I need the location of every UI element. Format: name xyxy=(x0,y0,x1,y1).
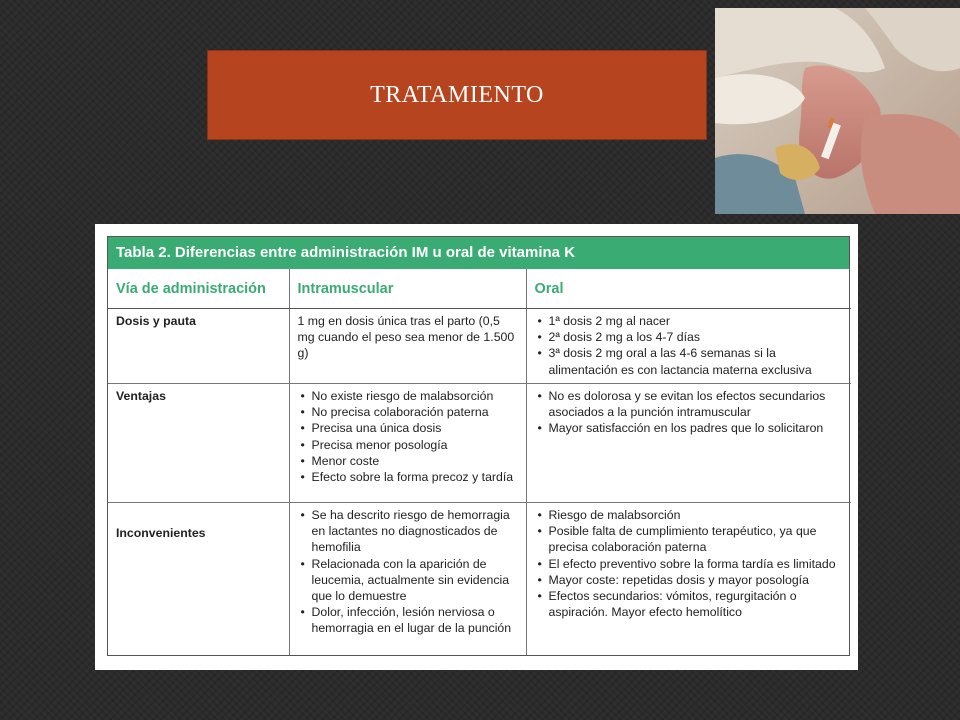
list-item: • Efecto sobre la forma precoz y tardía xyxy=(312,469,520,485)
comparison-table-card xyxy=(95,224,858,670)
cell-oral xyxy=(526,309,851,384)
row-label: Dosis y pauta xyxy=(108,309,289,384)
table-row-inconvenientes xyxy=(108,503,851,655)
list-item: • Precisa menor posología xyxy=(312,437,520,453)
list-item: • No existe riesgo de malabsorción xyxy=(312,388,520,404)
list-item: • 3ª dosis 2 mg oral a las 4-6 semanas si la alimentación es con lactancia materna exclusiva xyxy=(549,345,846,377)
comparison-table xyxy=(107,236,850,656)
list-item: • Menor coste xyxy=(312,453,520,469)
header-oral: Oral xyxy=(526,269,851,309)
table-row-ventajas xyxy=(108,384,851,503)
cell-im xyxy=(289,384,526,503)
table-title: Tabla 2. Diferencias entre administración IM u oral de vitamina K xyxy=(108,237,849,269)
list-item: • No precisa colaboración paterna xyxy=(312,404,520,420)
row-label: Inconvenientes xyxy=(116,526,206,540)
list-item: • 1ª dosis 2 mg al nacer xyxy=(549,313,846,329)
table-header-row xyxy=(108,269,851,309)
list-item: • Mayor satisfacción en los padres que lo solicitaron xyxy=(549,420,846,436)
list-item: • 2ª dosis 2 mg a los 4-7 días xyxy=(549,329,846,345)
row-label: Ventajas xyxy=(108,384,289,503)
list-item: • Mayor coste: repetidas dosis y mayor posología xyxy=(549,572,846,588)
list-item: • Dolor, infección, lesión nerviosa o hemorragia en el lugar de la punción xyxy=(312,604,520,636)
cell-im xyxy=(289,503,526,655)
comparison-grid xyxy=(108,269,851,655)
cell-oral xyxy=(526,384,851,503)
list-item: • Efectos secundarios: vómitos, regurgitación o aspiración. Mayor efecto hemolítico xyxy=(549,588,846,620)
slide-title-box xyxy=(207,50,707,140)
cell-im: 1 mg en dosis única tras el parto (0,5 mg cuando el peso sea menor de 1.500 g) xyxy=(289,309,526,384)
list-item: • El efecto preventivo sobre la forma tardía es limitado xyxy=(549,556,846,572)
list-item: • No es dolorosa y se evitan los efectos secundarios asociados a la punción intramuscular xyxy=(549,388,846,420)
header-intramuscular: Intramuscular xyxy=(289,269,526,309)
header-route: Vía de administración xyxy=(108,269,289,309)
list-item: • Posible falta de cumplimiento terapéutico, ya que precisa colaboración paterna xyxy=(549,523,846,555)
list-item: • Se ha descrito riesgo de hemorragia en lactantes no diagnosticados de hemofilia xyxy=(312,507,520,556)
injection-photo-icon xyxy=(715,8,960,214)
table-row-dosis xyxy=(108,309,851,384)
cell-oral xyxy=(526,503,851,655)
list-item: • Precisa una única dosis xyxy=(312,420,520,436)
list-item: • Riesgo de malabsorción xyxy=(549,507,846,523)
slide-title: TRATAMIENTO xyxy=(370,81,544,108)
list-item: • Relacionada con la aparición de leucemia, actualmente sin evidencia que lo demuestre xyxy=(312,556,520,605)
